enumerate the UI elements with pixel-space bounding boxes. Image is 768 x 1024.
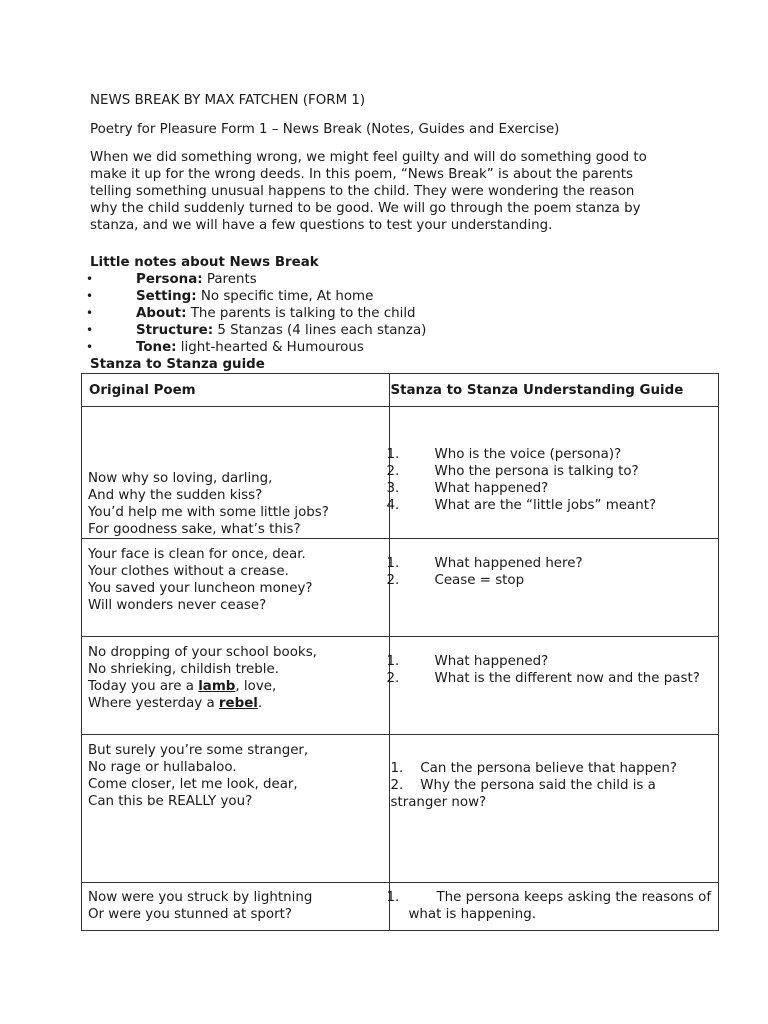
- guide-cell: [386, 637, 719, 735]
- question-number: 2.: [386, 671, 400, 686]
- poem-cell: [82, 407, 390, 539]
- poem-line: And why the sudden kiss?: [88, 488, 263, 503]
- notes-item-text: [136, 322, 426, 339]
- question-list: [386, 539, 718, 589]
- question-item: 1. Can the persona believe that happen?: [390, 761, 677, 776]
- table-row: [82, 637, 719, 735]
- document-title: NEWS BREAK BY MAX FATCHEN (FORM 1): [90, 93, 366, 108]
- poem-line: Now why so loving, darling,: [88, 471, 273, 486]
- question-item-continuation: stranger now?: [390, 795, 487, 810]
- bullet-icon: •: [86, 272, 94, 286]
- bullet-icon: •: [86, 289, 94, 303]
- question-item: [386, 555, 718, 572]
- notes-item-label: Persona:: [136, 272, 203, 287]
- question-text: Who is the voice (persona)?: [434, 447, 622, 462]
- question-item: [386, 572, 718, 589]
- poem-line: Your clothes without a crease.: [88, 564, 289, 579]
- intro-line: telling something unusual happens to the child. They were wondering the reason: [90, 184, 635, 199]
- guide-cell: [386, 539, 719, 637]
- notes-item-text: [136, 305, 416, 322]
- bullet-icon: •: [86, 323, 94, 337]
- poem-line: Or were you stunned at sport?: [88, 907, 292, 922]
- question-list: [390, 735, 718, 811]
- question-text: What happened?: [434, 481, 549, 496]
- notes-item-label: Tone:: [136, 340, 177, 355]
- question-text: What happened here?: [434, 556, 583, 571]
- poem-line-text: , love,: [235, 679, 277, 694]
- poem-cell: [82, 883, 390, 931]
- question-text: What are the “little jobs” meant?: [434, 498, 657, 513]
- intro-line: When we did something wrong, we might feel guilty and will do something good to: [90, 150, 647, 165]
- table-row: [82, 883, 719, 931]
- question-item: 2. Why the persona said the child is a: [390, 778, 656, 793]
- poem-line: Come closer, let me look, dear,: [88, 777, 298, 792]
- stanza-text: [82, 539, 389, 614]
- poem-line: You saved your luncheon money?: [88, 581, 313, 596]
- question-item: [386, 670, 718, 687]
- question-text: The persona keeps asking the reasons of: [436, 890, 712, 905]
- table-header-row: [82, 374, 719, 407]
- column-header-original-poem: Original Poem: [82, 374, 390, 407]
- question-text: Who the persona is talking to?: [434, 464, 639, 479]
- poem-line-text: Where yesterday a: [88, 696, 219, 711]
- poem-line: Now were you struck by lightning: [88, 890, 313, 905]
- question-item: [386, 497, 718, 514]
- bullet-icon: •: [86, 306, 94, 320]
- poem-line: [88, 695, 389, 712]
- poem-cell: [82, 735, 390, 883]
- stanza-guide-table: [81, 373, 719, 931]
- question-item: [386, 480, 718, 497]
- question-number: 3.: [386, 481, 400, 496]
- poem-line-text: Today you are a: [88, 679, 199, 694]
- intro-line: why the child suddenly turned to be good. We will go through the poem stanza by: [90, 201, 641, 216]
- guide-cell: [390, 735, 719, 883]
- intro-line: make it up for the wrong deeds. In this poem, “News Break” is about the parents: [90, 167, 633, 182]
- question-number: 1.: [386, 654, 400, 669]
- poem-line: But surely you’re some stranger,: [88, 743, 309, 758]
- question-item: [386, 446, 718, 463]
- question-number: 2.: [386, 573, 400, 588]
- question-list: [386, 883, 718, 929]
- poem-cell: [82, 539, 390, 637]
- question-text: What is the different now and the past?: [434, 671, 700, 686]
- poem-line: Will wonders never cease?: [88, 598, 267, 613]
- poem-line: No dropping of your school books,: [88, 645, 317, 660]
- table-row: [82, 407, 719, 539]
- question-item: [386, 653, 718, 670]
- question-list: [386, 637, 718, 687]
- notes-item-text: [136, 271, 257, 288]
- guide-heading: Stanza to Stanza guide: [90, 357, 265, 372]
- notes-item-label: Setting:: [136, 289, 197, 304]
- poem-line: Can this be REALLY you?: [88, 794, 253, 809]
- notes-item-text: [136, 288, 373, 305]
- stanza-text: [82, 735, 389, 810]
- column-header-understanding-guide: Stanza to Stanza Understanding Guide: [390, 374, 719, 407]
- bullet-icon: •: [86, 340, 94, 354]
- question-number: 4.: [386, 498, 400, 513]
- notes-item-value: 5 Stanzas (4 lines each stanza): [213, 323, 427, 338]
- emphasized-word: lamb: [198, 679, 236, 694]
- question-text-continuation: what is happening.: [408, 907, 536, 922]
- poem-line-text: .: [257, 696, 263, 711]
- table-row: [82, 735, 719, 883]
- question-list: [386, 407, 718, 514]
- question-text: What happened?: [434, 654, 549, 669]
- notes-item-label: About:: [136, 306, 187, 321]
- poem-line: You’d help me with some little jobs?: [88, 505, 329, 520]
- guide-cell: [386, 883, 719, 931]
- stanza-text: [82, 637, 389, 712]
- poem-line: No rage or hullabaloo.: [88, 760, 237, 775]
- poem-line: [88, 678, 389, 695]
- notes-item-value: Parents: [202, 272, 257, 287]
- question-number: 1.: [386, 890, 400, 905]
- notes-item-value: The parents is talking to the child: [186, 306, 416, 321]
- notes-item-value: light-hearted & Humourous: [176, 340, 364, 355]
- emphasized-word: rebel: [218, 696, 258, 711]
- poem-line: For goodness sake, what’s this?: [88, 522, 301, 537]
- notes-item-text: [136, 339, 364, 356]
- question-item: [386, 463, 718, 480]
- intro-line: stanza, and we will have a few questions to test your understanding.: [90, 218, 553, 233]
- stanza-text: [82, 407, 389, 538]
- poem-line: Your face is clean for once, dear.: [88, 547, 306, 562]
- notes-item-value: No specific time, At home: [196, 289, 374, 304]
- question-number: 2.: [386, 464, 400, 479]
- question-text: Cease = stop: [434, 573, 525, 588]
- table-row: [82, 539, 719, 637]
- poem-line: No shrieking, childish treble.: [88, 662, 280, 677]
- question-number: 1.: [386, 556, 400, 571]
- intro-paragraph: [90, 149, 680, 234]
- notes-heading: Little notes about News Break: [90, 255, 319, 270]
- notes-item-label: Structure:: [136, 323, 214, 338]
- question-number: 1.: [386, 447, 400, 462]
- document-subtitle: Poetry for Pleasure Form 1 – News Break (Notes, Guides and Exercise): [90, 122, 560, 137]
- stanza-text: [82, 883, 389, 923]
- guide-cell: [386, 407, 719, 539]
- poem-cell: [82, 637, 390, 735]
